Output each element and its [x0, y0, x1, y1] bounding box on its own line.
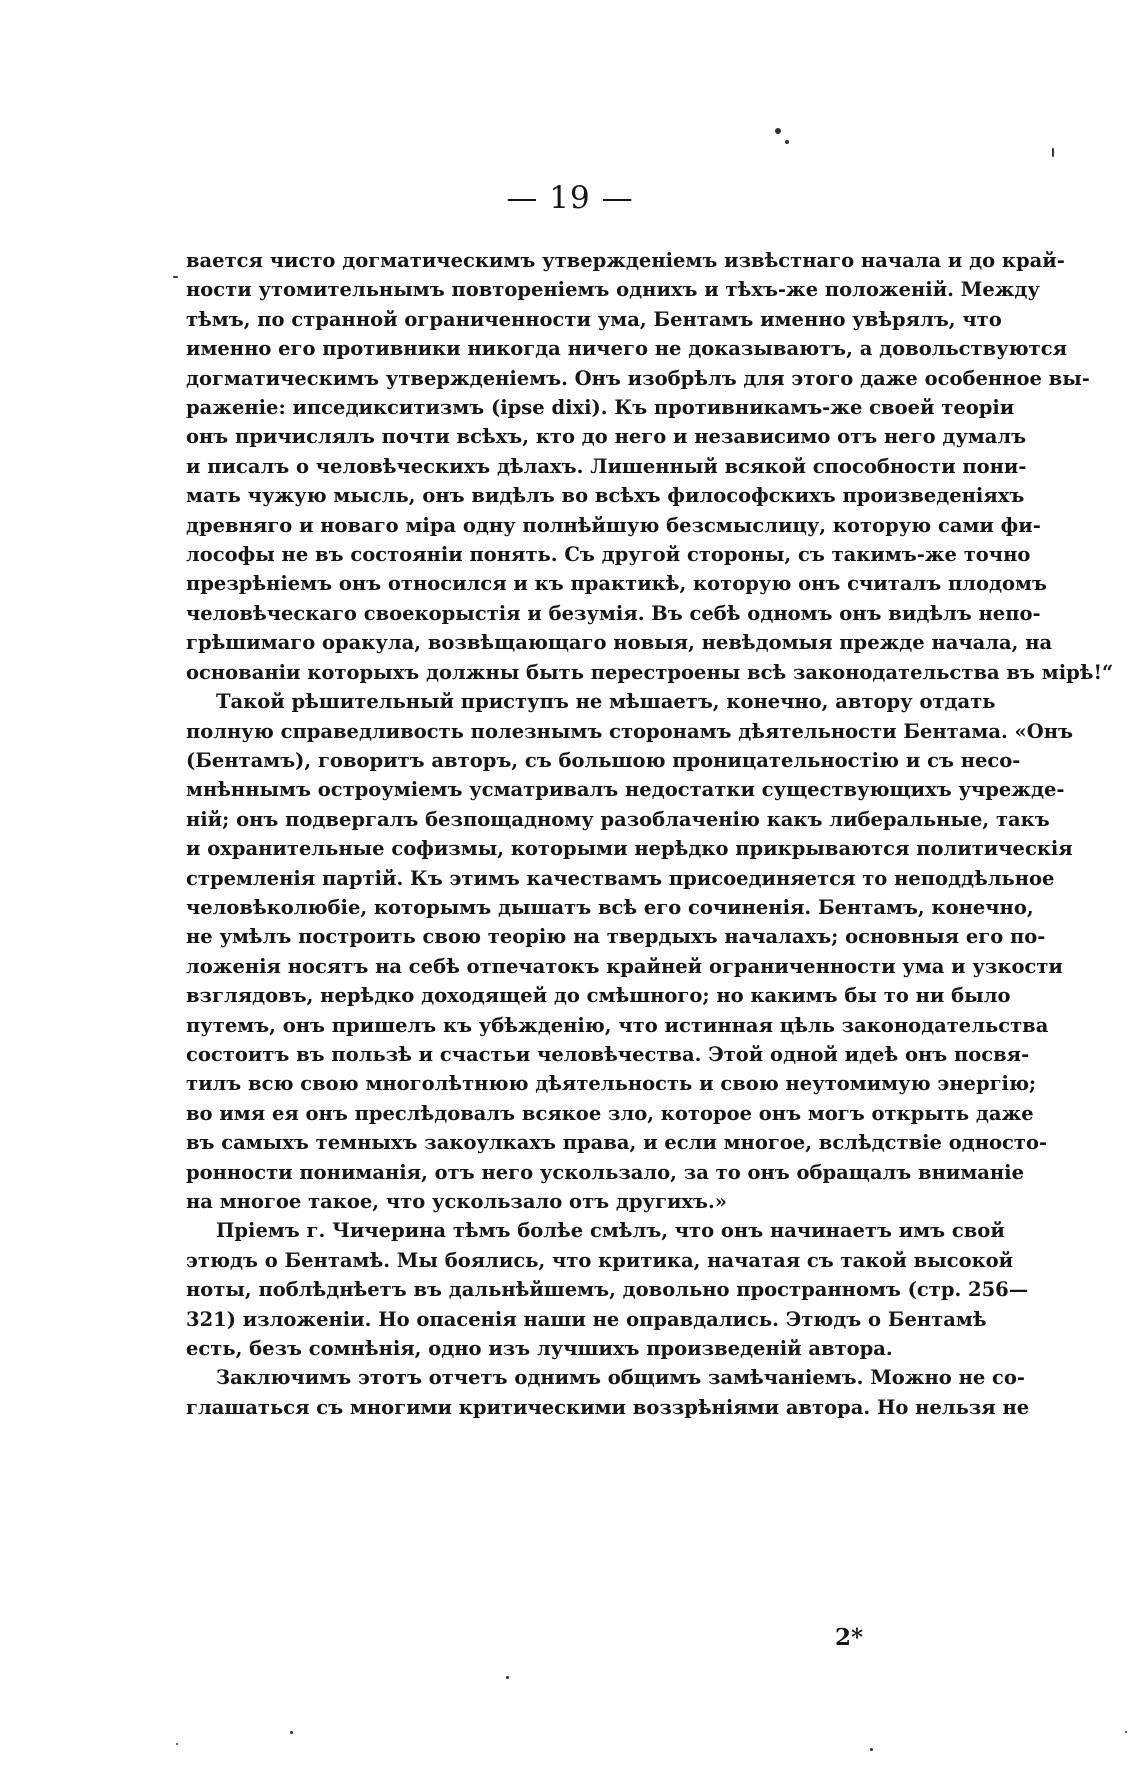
text-line: древняго и новаго міра одну полнѣйшую безсмыслицу, которую сами фи-: [186, 513, 1041, 537]
scan-speck: [775, 128, 781, 134]
text-line: состоитъ въ пользѣ и счастьи человѣчества. Этой одной идеѣ онъ посвя-: [186, 1042, 1030, 1066]
text-line: во имя ея онъ преслѣдовалъ всякое зло, которое онъ могъ открыть даже: [186, 1101, 1034, 1125]
text-line: онъ причислялъ почти всѣхъ, кто до него и независимо отъ него думалъ: [186, 425, 1027, 449]
text-line: стремленія партій. Къ этимъ качествамъ присоединяется то неподдѣльное: [186, 866, 1055, 890]
text-line: основаніи которыхъ должны быть перестроены всѣ законодательства въ мірѣ!“: [186, 660, 1114, 684]
text-line: 321) изложеніи. Но опасенія наши не оправдались. Этюдъ о Бентамѣ: [186, 1307, 987, 1331]
text-line: человѣколюбіе, которымъ дышатъ всѣ его сочиненія. Бентамъ, конечно,: [186, 895, 1034, 919]
text-line: лософы не въ состояніи понять. Съ другой стороны, съ такимъ-же точно: [186, 543, 1031, 567]
text-line: мать чужую мысль, онъ видѣлъ во всѣхъ философскихъ произведеніяхъ: [186, 484, 1025, 508]
text-line: мнѣннымъ остроуміемъ усматривалъ недостатки существующихъ учрежде-: [186, 778, 1065, 802]
scan-speck: [1052, 148, 1054, 157]
scan-speck: [506, 1676, 509, 1679]
text-line: раженіе: ипседикситизмъ (ipse dixi). Къ противникамъ-же своей теоріи: [186, 396, 1015, 420]
text-line: вается чисто догматическимъ утвержденіемъ извѣстнаго начала и до край-: [186, 249, 1065, 272]
text-line: грѣшимаго оракула, возвѣщающаго новыя, невѣдомыя прежде начала, на: [186, 631, 1053, 655]
text-line: не умѣлъ построить свою теорію на твердыхъ началахъ; основныя его по-: [186, 925, 1046, 949]
text-line: ноты, поблѣднѣетъ въ дальнѣйшемъ, довольно пространномъ (стр. 256—: [186, 1278, 1029, 1302]
text-line: Заключимъ этотъ отчетъ однимъ общимъ замѣчаніемъ. Можно не со-: [216, 1366, 1026, 1390]
text-line: есть, безъ сомнѣнія, одно изъ лучшихъ произведеній автора.: [186, 1337, 893, 1361]
scan-speck: [290, 1731, 293, 1734]
text-line: полную справедливость полезнымъ сторонамъ дѣятельности Бентама. «Онъ: [186, 719, 1073, 743]
text-line: тилъ всю свою многолѣтнюю дѣятельность и свою неутомимую энергію;: [186, 1072, 1037, 1096]
text-line: и охранительные софизмы, которыми нерѣдко прикрываются политическія: [186, 837, 1073, 861]
text-line: ній; онъ подвергалъ безпощадному разоблаченію какъ либеральные, такъ: [186, 807, 1050, 831]
text-line: этюдъ о Бентамѣ. Мы боялись, что критика, начатая съ такой высокой: [186, 1248, 1014, 1272]
paragraph-2: [186, 687, 1073, 1216]
text-line: въ самыхъ темныхъ закоулкахъ права, и если многое, вслѣдствіе односто-: [186, 1131, 1048, 1155]
paragraph-1: [186, 246, 1114, 687]
text-line: (Бентамъ), говоритъ авторъ, съ большою проницательностію и съ несо-: [186, 748, 1021, 772]
text-line: презрѣніемъ онъ относился и къ практикѣ, которую онъ считалъ плодомъ: [186, 572, 1047, 596]
text-line: Такой рѣшительный приступъ не мѣшаетъ, конечно, автору отдать: [216, 690, 996, 714]
scan-speck: [870, 1748, 873, 1751]
text-line: на многое такое, что ускользало отъ другихъ.»: [186, 1190, 727, 1213]
text-line: путемъ, онъ пришелъ къ убѣжденію, что истинная цѣль законодательства: [186, 1013, 1049, 1037]
text-line: ложенія носятъ на себѣ отпечатокъ крайней ограниченности ума и узкости: [186, 954, 1063, 978]
scan-speck: [176, 1743, 178, 1745]
text-line: человѣческаго своекорыстія и безумія. Въ себѣ одномъ онъ видѣлъ непо-: [186, 601, 1041, 625]
signature-mark: 2*: [835, 1624, 864, 1651]
body-text: [186, 246, 1114, 1422]
scan-speck: [1125, 1731, 1127, 1733]
text-line: взглядовъ, нерѣдко доходящей до смѣшного; но какимъ бы то ни было: [186, 984, 1011, 1008]
text-line: ности утомительнымъ повтореніемъ однихъ и тѣхъ-же положеній. Между: [186, 278, 1040, 302]
text-line: Пріемъ г. Чичерина тѣмъ болѣе смѣлъ, что онъ начинаетъ имъ свой: [216, 1219, 1005, 1243]
scan-speck: [785, 140, 789, 144]
text-line: именно его противники никогда ничего не доказываютъ, а довольствуются: [186, 337, 1068, 361]
page-number: — 19 —: [506, 180, 634, 216]
paragraph-4: [186, 1363, 1030, 1422]
text-line: тѣмъ, по странной ограниченности ума, Бентамъ именно увѣрялъ, что: [186, 307, 1002, 331]
text-line: и писалъ о человѣческихъ дѣлахъ. Лишенный всякой способности пони-: [186, 454, 1027, 478]
text-line: догматическимъ утвержденіемъ. Онъ изобрѣлъ для этого даже особенное вы-: [186, 366, 1090, 390]
paragraph-3: [186, 1216, 1029, 1363]
text-line: глашаться съ многими критическими воззрѣніями автора. Но нельзя не: [186, 1395, 1030, 1419]
text-line: ронности пониманія, отъ него ускользало, за то онъ обращалъ вниманіе: [186, 1160, 1024, 1184]
scan-speck: [173, 276, 178, 278]
